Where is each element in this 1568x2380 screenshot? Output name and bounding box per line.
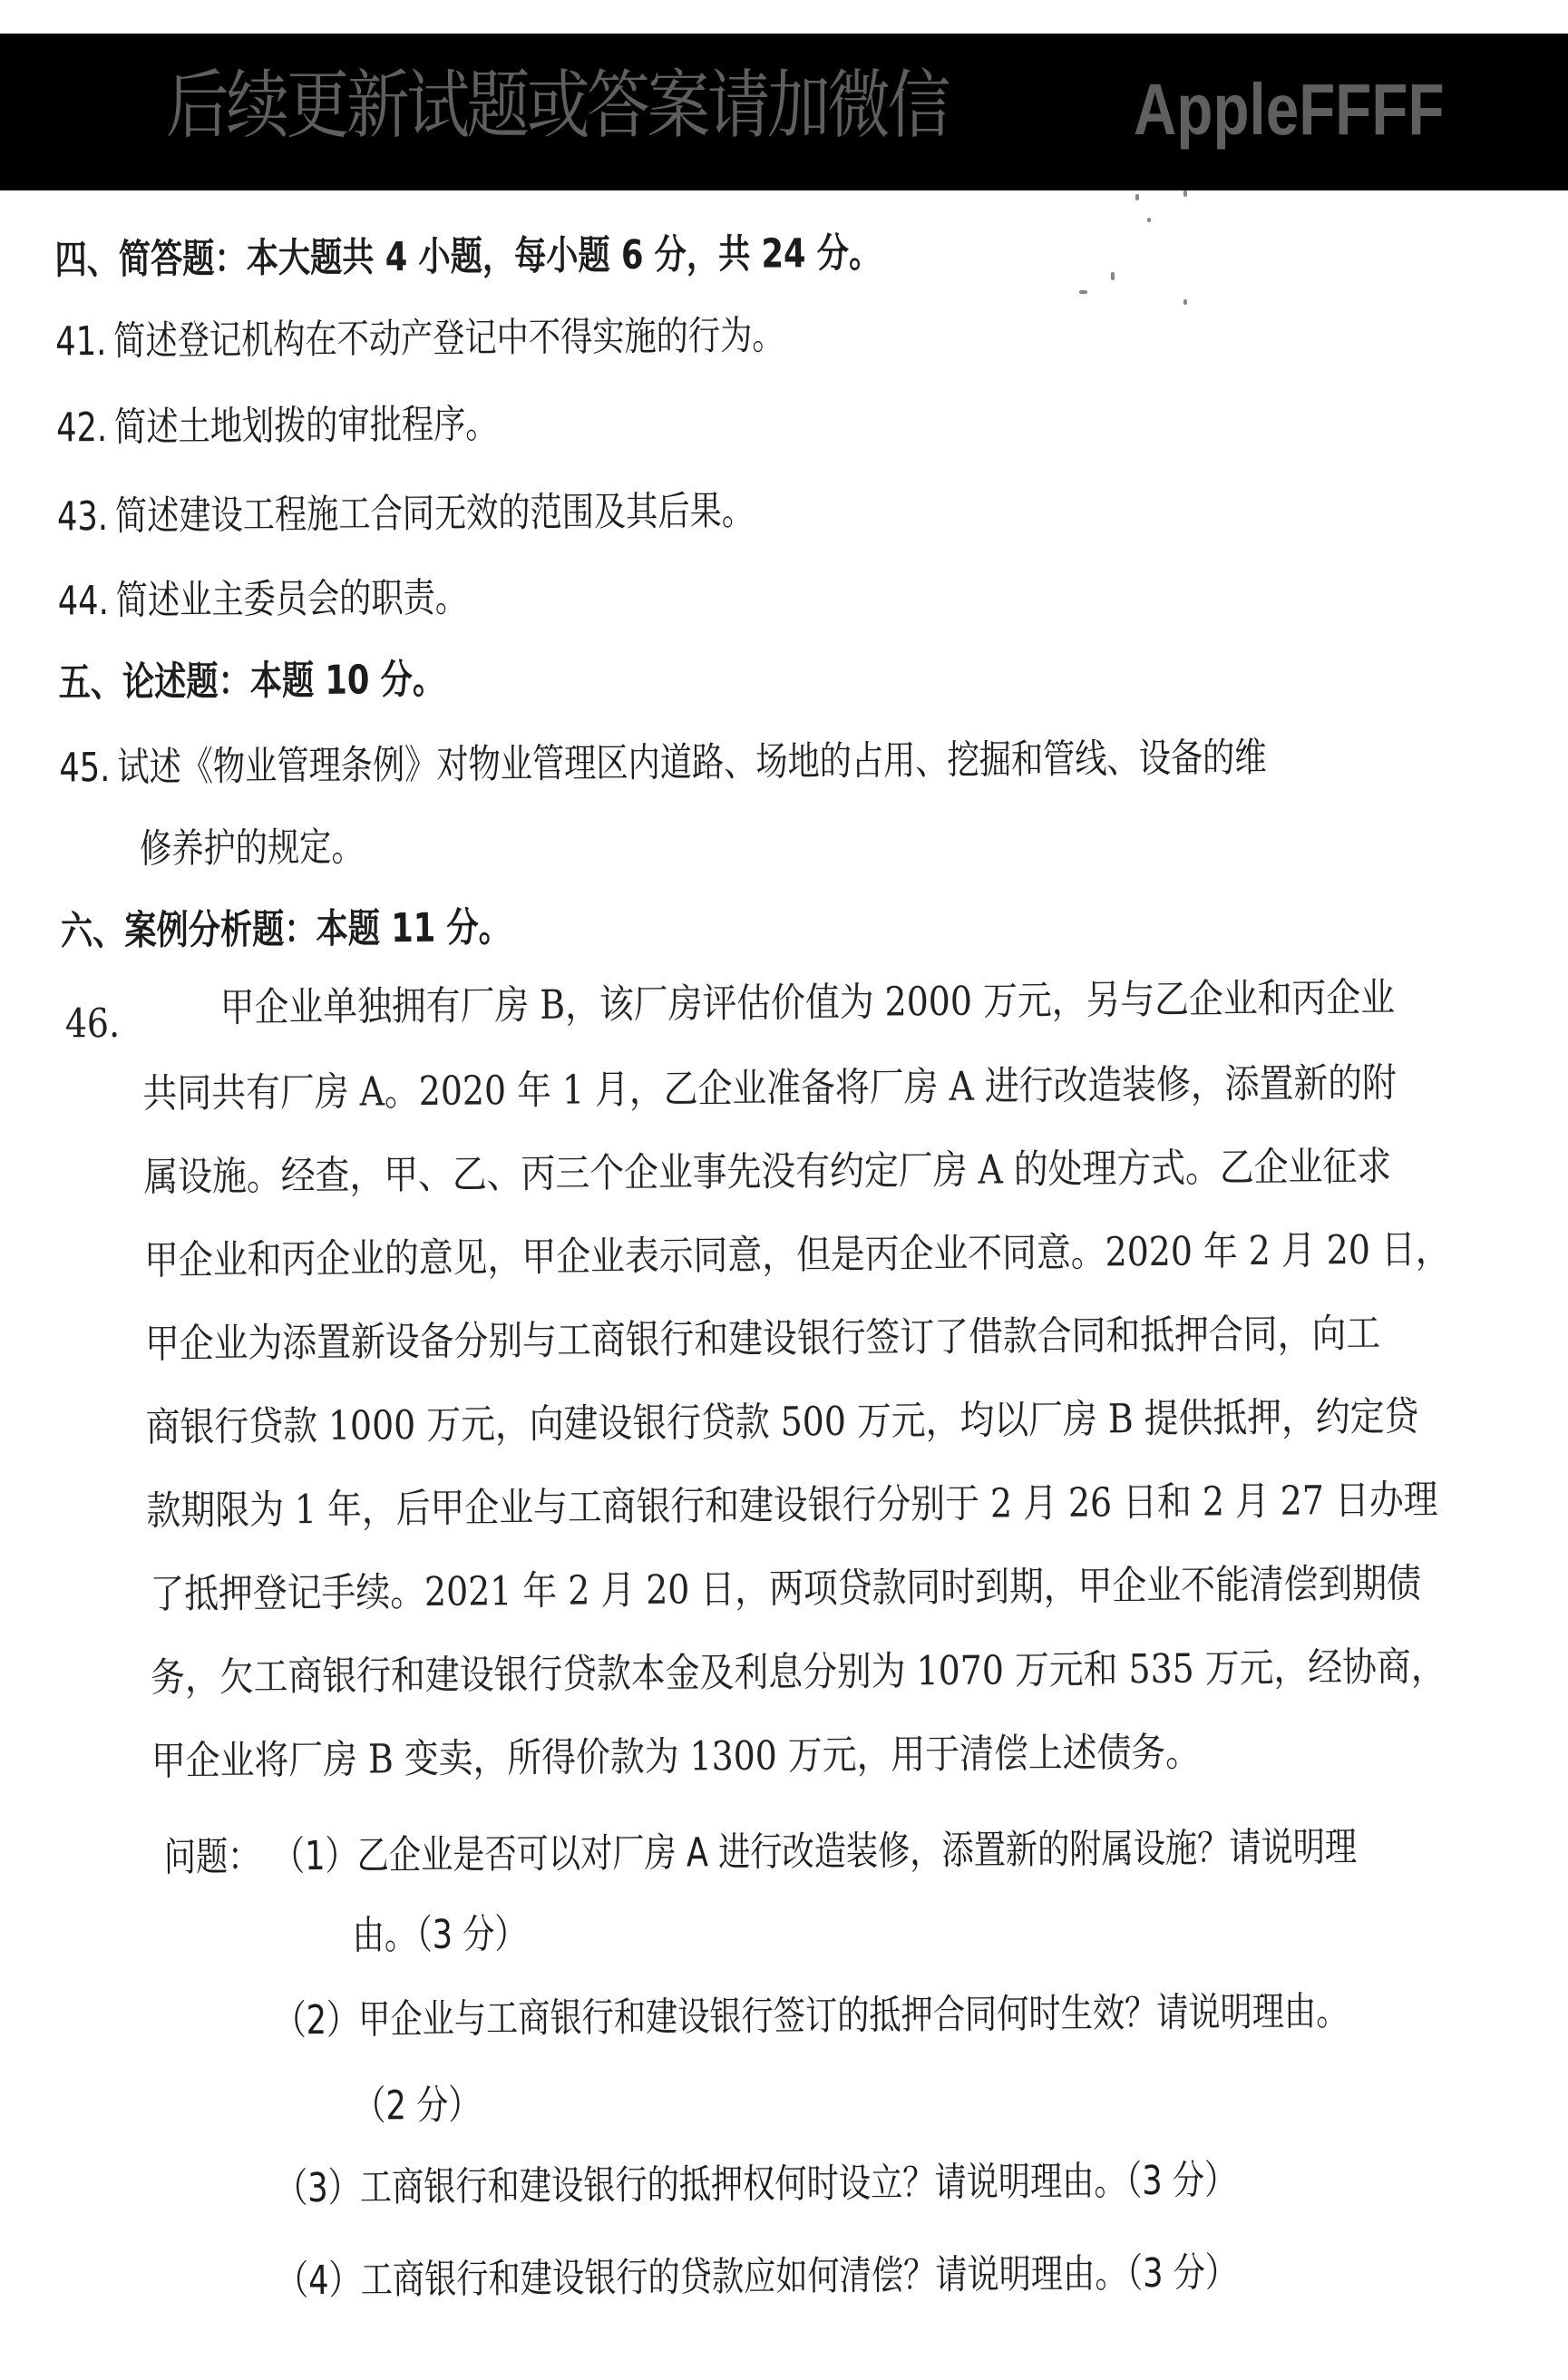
question-number: 44. — [57, 577, 109, 625]
case-question-text: 乙企业是否可以对厂房 A 进行改造装修，添置新的附属设施？请说明理 — [356, 1824, 1358, 1879]
section-heading-case-analysis: 六、案例分析题：本题 11 分。 — [60, 904, 511, 955]
question-45-continued: 修养护的规定。 — [139, 824, 364, 873]
case-number: 46. — [64, 1000, 121, 1048]
case-question-number: （3） — [275, 2164, 361, 2212]
case-question-text: 工商银行和建设银行的贷款应如何清偿？请说明理由。（3 分） — [360, 2249, 1238, 2304]
question-number: 45. — [59, 744, 111, 792]
case-question-4 — [277, 2249, 1238, 2305]
question-text: 试述《物业管理条例》对物业管理区内道路、场地的占用、挖掘和管线、设备的维 — [117, 734, 1267, 791]
case-question-1-continued: 由。（3 分） — [352, 1911, 527, 1959]
case-line-3: 属设施。经查，甲、乙、丙三个企业事先没有约定厂房 A 的处理方式。乙企业征求 — [143, 1143, 1392, 1201]
case-line-8: 了抵押登记手续。2021 年 2 月 20 日，两项贷款同时到期，甲企业不能清偿到期债 — [150, 1560, 1422, 1618]
case-question-3 — [276, 2157, 1237, 2212]
case-question-number: （1） — [272, 1832, 357, 1880]
question-text: 简述土地划拨的审批程序。 — [113, 401, 498, 451]
question-number: 42. — [55, 404, 108, 452]
question-text: 简述业主委员会的职责。 — [115, 574, 468, 624]
question-43 — [57, 488, 754, 541]
case-line-5: 甲企业为添置新设备分别与工商银行和建设银行签订了借款合同和抵押合同，向工 — [144, 1310, 1381, 1368]
case-question-2-continued: （2 分） — [354, 2082, 481, 2130]
question-45 — [59, 735, 1267, 793]
watermark-text-en: AppleFFFF — [1134, 69, 1445, 150]
questions-label: 问题： — [163, 1833, 260, 1881]
case-question-text: 甲企业与工商银行和建设银行签订的抵押合同何时生效？请说明理由。 — [358, 1988, 1349, 2043]
case-question-number: （4） — [276, 2257, 361, 2305]
case-line-1: 甲企业单独拥有厂房 B，该厂房评估价值为 2000 万元，另与乙企业和丙企业 — [219, 974, 1396, 1031]
question-number: 43. — [56, 493, 109, 541]
question-text: 简述建设工程施工合同无效的范围及其后果。 — [114, 487, 755, 540]
case-question-text: 工商银行和建设银行的抵押权何时设立？请说明理由。（3 分） — [359, 2157, 1237, 2211]
question-text: 简述登记机构在不动产登记中不得实施的行为。 — [113, 312, 784, 365]
question-number: 41. — [55, 317, 107, 366]
question-44 — [58, 575, 468, 626]
case-line-9: 务，欠工商银行和建设银行贷款本金及利息分别为 1070 万元和 535 万元，经协商， — [150, 1644, 1446, 1702]
question-42 — [56, 401, 498, 452]
case-question-number: （2） — [274, 1996, 359, 2044]
case-line-7: 款期限为 1 年，后甲企业与工商银行和建设银行分别于 2 月 26 日和 2 月 27 日办理 — [146, 1477, 1438, 1535]
case-line-10: 甲企业将厂房 B 变卖，所得价款为 1300 万元，用于清偿上述债务。 — [151, 1729, 1201, 1785]
case-line-6: 商银行贷款 1000 万元，向建设银行贷款 500 万元，均以厂房 B 提供抵押，约定贷 — [145, 1393, 1419, 1451]
case-question-2 — [274, 1988, 1348, 2044]
case-question-1 — [273, 1824, 1358, 1880]
question-41 — [55, 312, 784, 366]
watermark-text-cn: 后续更新试题或答案请加微信 — [166, 63, 948, 149]
case-line-4: 甲企业和丙企业的意见，甲企业表示同意，但是丙企业不同意。2020 年 2 月 20 日， — [143, 1226, 1450, 1284]
section-heading-short-answer: 四、简答题：本大题共 4 小题，每小题 6 分，共 24 分。 — [54, 229, 881, 284]
section-heading-essay: 五、论述题：本题 10 分。 — [58, 656, 445, 707]
case-line-2: 共同共有厂房 A。2020 年 1 月，乙企业准备将厂房 A 进行改造装修，添置新的附 — [142, 1059, 1398, 1117]
